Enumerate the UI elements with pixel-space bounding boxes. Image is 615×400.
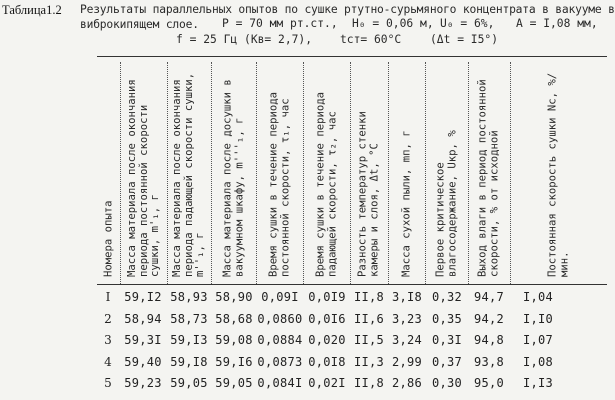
table-cell: 59,I3 [170,333,208,347]
table-cell: 94,8 [473,333,505,347]
table-cell: 3,24 [391,333,423,347]
experiment-number-cell: 3 [104,333,112,347]
table-cell: 0,3I [431,333,463,347]
header-temperature-difference: Разность температур стенки камеры и слоя, Δt, °С [356,111,380,277]
condition-layer-height: Н₀ = 0,06 м, [352,17,434,30]
experiment-number-cell: I [105,290,111,304]
condition-frequency: f = 25 Гц (Кв= 2,7), [176,33,313,46]
table-cell: I,07 [522,333,554,347]
table-cell: 0,37 [431,355,463,369]
table-cell: 59,I2 [124,290,162,304]
table-cell: 0,0873 [257,355,303,369]
table-cell: 93,8 [473,355,505,369]
table-cell: 59,40 [124,355,162,369]
table-cell: 0,30 [431,376,463,390]
header-experiment-number: Номера опыта [101,200,114,277]
table-cell: 0,0I6 [308,312,346,326]
table-cell: 3,23 [391,312,423,326]
table-cell: 59,I8 [170,355,208,369]
table-cell: 58,90 [215,290,253,304]
header-dry-dust-mass: Масса сухой пыли, mп, г [399,130,412,277]
table-cell: 59,05 [215,376,253,390]
condition-wall-temperature: tст= 60°С [340,33,402,46]
table-cell: 58,94 [124,312,162,326]
experiment-number-cell: 5 [104,376,112,390]
table-cell: II,6 [353,312,385,326]
table-cell: 0,02I [308,376,346,390]
table-cell: I,08 [522,355,554,369]
table-cell: 59,05 [170,376,208,390]
header-constant-drying-rate: Постоянная скорость сушки Nс, %/мин. [546,72,570,277]
table-cell: 0,32 [431,290,463,304]
table-cell: II,3 [353,355,385,369]
table-cell: 0,020 [308,333,346,347]
table-top-rule [97,56,607,57]
table-cell: 58,73 [170,312,208,326]
header-mass-after-vacuum-drying: Масса материала после досушки в вакуумном шкафу, m'''₁, г [221,79,245,277]
table-cell: 94,2 [473,312,505,326]
caption-line-2: виброкипящем слое. [80,18,199,31]
table-cell: I,I0 [522,312,554,326]
table-cell: II,8 [353,290,385,304]
table-cell: 0,0860 [257,312,303,326]
experiment-number-cell: 2 [104,312,112,326]
table-cell: 59,I6 [215,355,253,369]
condition-initial-moisture: U₀ = 6%, [440,17,495,30]
condition-delta-temperature: (Δt = I5°) [430,33,499,46]
table-cell: II,8 [353,376,385,390]
table-cell: I,04 [522,290,554,304]
table-header-rule [97,284,607,285]
table-cell: 0,0884 [257,333,303,347]
table-cell: 2,86 [391,376,423,390]
condition-pressure: Р = 70 мм рт.ст., [222,17,338,30]
table-cell: 2,99 [391,355,423,369]
table-cell: 0,35 [431,312,463,326]
table-cell: 59,23 [124,376,162,390]
header-moisture-yield: Выход влаги в период постоянной скорости, % от исходной [476,79,500,277]
table-cell: 0,09I [261,290,299,304]
experiment-number-cell: 4 [104,355,112,369]
table-cell: 58,68 [215,312,253,326]
header-mass-after-falling-rate: Масса материала после окончания периода падающей скорости сушки, m''₁, г [170,72,206,277]
table-cell: 59,08 [215,333,253,347]
table-cell: 59,3I [124,333,162,347]
table-cell: 94,7 [473,290,505,304]
header-time-constant-rate: Время сушки в течение периода постоянной скорости, τ₁, час [267,92,291,277]
table-cell: 0,0I9 [308,290,346,304]
table-cell: 0,084I [257,376,303,390]
table-cell: 0,0I8 [308,355,346,369]
table-caption-label: Таблица1.2 [2,3,62,17]
table-cell: I,I3 [522,376,554,390]
caption-line-1: Результаты параллельных опытов по сушке ртутно-сурьмяного концентрата в вакууме в [80,3,615,16]
condition-amplitude: А = I,08 мм, [516,17,598,30]
table-cell: II,5 [353,333,385,347]
header-critical-moisture: Первое критическое влагосодержание, Uкр, % [434,130,458,277]
header-time-falling-rate: Время сушки в течение периода падающей скорости, τ₂, час [314,92,338,277]
header-mass-after-constant-rate: Масса материала после окончания периода постоянной скорости сушки, m'₁, г [125,79,161,277]
table-cell: 3,I8 [391,290,423,304]
table-cell: 95,0 [473,376,505,390]
table-cell: 58,93 [170,290,208,304]
